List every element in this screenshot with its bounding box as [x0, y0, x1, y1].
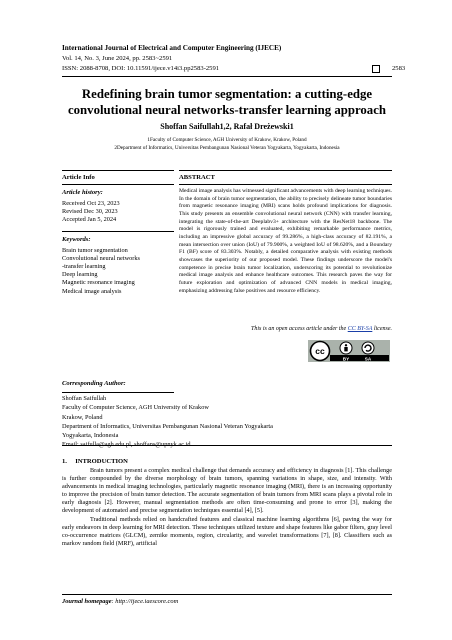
corr-line: Yogyakarta, Indonesia: [62, 432, 119, 440]
cc-sa-label: SA: [364, 356, 372, 362]
abstract-top-rule: [179, 170, 392, 171]
corr-line: Faculty of Computer Science, AGH University of Krakow: [62, 404, 209, 412]
abstract-column: [179, 170, 392, 295]
cc-by-label: BY: [342, 356, 350, 362]
corr-line: Krakow, Poland: [62, 413, 103, 421]
title-line-2: convolutional neural networks-transfer learning approach: [67, 103, 387, 117]
corr-email: Email: saifulla@agh.edu.pl, shoffans@upnyk.ac.id: [62, 441, 191, 449]
keyword: Medical image analysis: [62, 287, 122, 295]
intro-paragraph-2: Traditional methods relied on handcrafted features and classical machine learning algorithms [6], paving the way for early endeavors in deep learning for MRI detection. These techniques utilized texture and shape features like gabor filters, gray level co-occurrence matrices (GLCM), zernike moments, region, circularity, and wavelet transformations [7], [8]. Classifiers such as markov random field (MRF), artificial: [62, 515, 392, 547]
attribution-body: [344, 347, 347, 351]
corr-name: Shoffan Saifullah: [62, 395, 107, 402]
issn-doi-line: ISSN: 2088-8708, DOI: 10.11591/ijece.v14i3.pp2583-2591: [62, 65, 220, 72]
abstract-heading: ABSTRACT: [179, 174, 215, 181]
corresponding-rule: [62, 392, 174, 393]
authors: Shoffan Saifullah1,2, Rafał Dreżewski1: [160, 122, 294, 131]
corresponding-bottom-rule: [62, 445, 392, 446]
article-info-column: [62, 170, 174, 393]
keyword: -transfer learning: [62, 263, 106, 271]
history-list: [62, 200, 174, 225]
corresponding-author-label: Corresponding Author:: [62, 380, 126, 387]
cc-license-badge[interactable]: [308, 340, 390, 362]
title-line-1: Redefining brain tumor segmentation: a cutting-edge: [81, 87, 373, 101]
homepage-label: Journal homepage: [62, 598, 112, 605]
corresponding-author-details: [62, 394, 392, 450]
keyword: Convolutional neural networks: [62, 254, 140, 262]
history-revised: Revised Dec 30, 2023: [62, 208, 118, 216]
abstract-text: Medical image analysis has witnessed significant advancements with deep learning techniques. In the domain of brain tumor segmentation, the ability to precisely delineate tumor boundaries from magnetic resonance imaging (MRI) scans holds profound implications for diagnosis. This study presents an ensemble convolutional neural network (CNN) with transfer learning, integrating the state-of-the-art Deeplabv3+ architecture with the ResNet18 backbone. The model is rigorously trained and evaluated, exhibiting remarkable performance metrics, including an impressive global accuracy of 99.286%, a high-class accuracy of 82.191%, a mean intersection over union (IoU) of 79.900%, a weighted IoU of 98.620%, and a Boundary F1 (BF) score of 83.303%. Notably, a detailed comparative analysis with existing methods showcases the superiority of our proposed model. These findings underscore the model's competence in precise brain tumor localization, underscoring its potential to revolutionize medical image analysis and enhance healthcare outcomes. This research paves the way for future exploration and optimization of advanced CNN models in medical imaging, emphasizing addressing false positives and resource efficiency.: [179, 188, 392, 294]
article-info-heading: Article Info: [62, 174, 95, 181]
abstract-rule: [179, 184, 392, 185]
keywords-label: Keywords:: [62, 235, 91, 243]
affiliation-2: 2Department of Informatics, Universitas Pembangunan Nasional Veteran Yogyakarta, Yogyakarta, Indonesia: [114, 145, 340, 151]
history-label: Article history:: [62, 189, 103, 196]
volume-line: Vol. 14, No. 3, June 2024, pp. 2583~2591: [62, 55, 173, 62]
open-access-suffix: license.: [372, 326, 392, 332]
affiliation-1: 1Faculty of Computer Science, AGH University of Krakow, Krakow, Poland: [147, 137, 307, 143]
journal-name: International Journal of Electrical and Computer Engineering (IJECE): [62, 44, 282, 52]
share-alike-icon: [362, 342, 374, 354]
article-info-rule: [62, 184, 174, 185]
paper-title: [62, 86, 392, 118]
keyword: Deep learning: [62, 271, 98, 279]
open-access-note: [179, 326, 392, 332]
license-link[interactable]: CC BY-SA: [347, 326, 373, 332]
keywords-list: [62, 247, 174, 296]
section-heading: 1. INTRODUCTION: [62, 458, 128, 465]
attribution-head: [345, 344, 347, 346]
cc-badge-bottom-bar: [330, 355, 389, 361]
journal-homepage: [62, 598, 178, 605]
keyword: Brain tumor segmentation: [62, 246, 128, 254]
keywords-rule: [62, 231, 174, 232]
keyword: Magnetic resonance imaging: [62, 279, 135, 287]
open-access-prefix: This is an open access article under the: [251, 326, 348, 332]
square-icon: [372, 65, 380, 73]
history-received: Received Oct 23, 2023: [62, 200, 120, 207]
footer-rule: [62, 594, 392, 595]
homepage-url[interactable]: : http://ijece.iaescore.com: [111, 598, 179, 605]
cc-logo-text: cc: [315, 346, 325, 356]
intro-paragraph-1: Brain tumors present a complex medical challenge that demands accuracy and efficiency in diagnosis [1]. This challenge is further compounded by the diverse morphology of brain tumors, spanning variations in shape, size, and intensity. With advancements in medical imaging technologies, particularly magnetic resonance imaging (MRI), there is an increasing opportunity to improve the precision of brain tumor detection. The accurate segmentation of brain tumors from MRI scans plays a pivotal role in early diagnosis [2]. However, manual segmentation methods are often time-consuming and prone to error [3], making the development of automated and precise segmentation techniques essential [4], [5].: [62, 467, 392, 515]
article-info-top-rule: [62, 170, 174, 171]
corr-line: Department of Informatics, Universitas Pembangunan Nasional Veteran Yogyakarta: [62, 422, 273, 430]
page-number: 2583: [392, 65, 406, 72]
header-rule: [62, 76, 392, 77]
introduction-body: [62, 467, 392, 548]
history-accepted: Accepted Jan 5, 2024: [62, 216, 117, 224]
